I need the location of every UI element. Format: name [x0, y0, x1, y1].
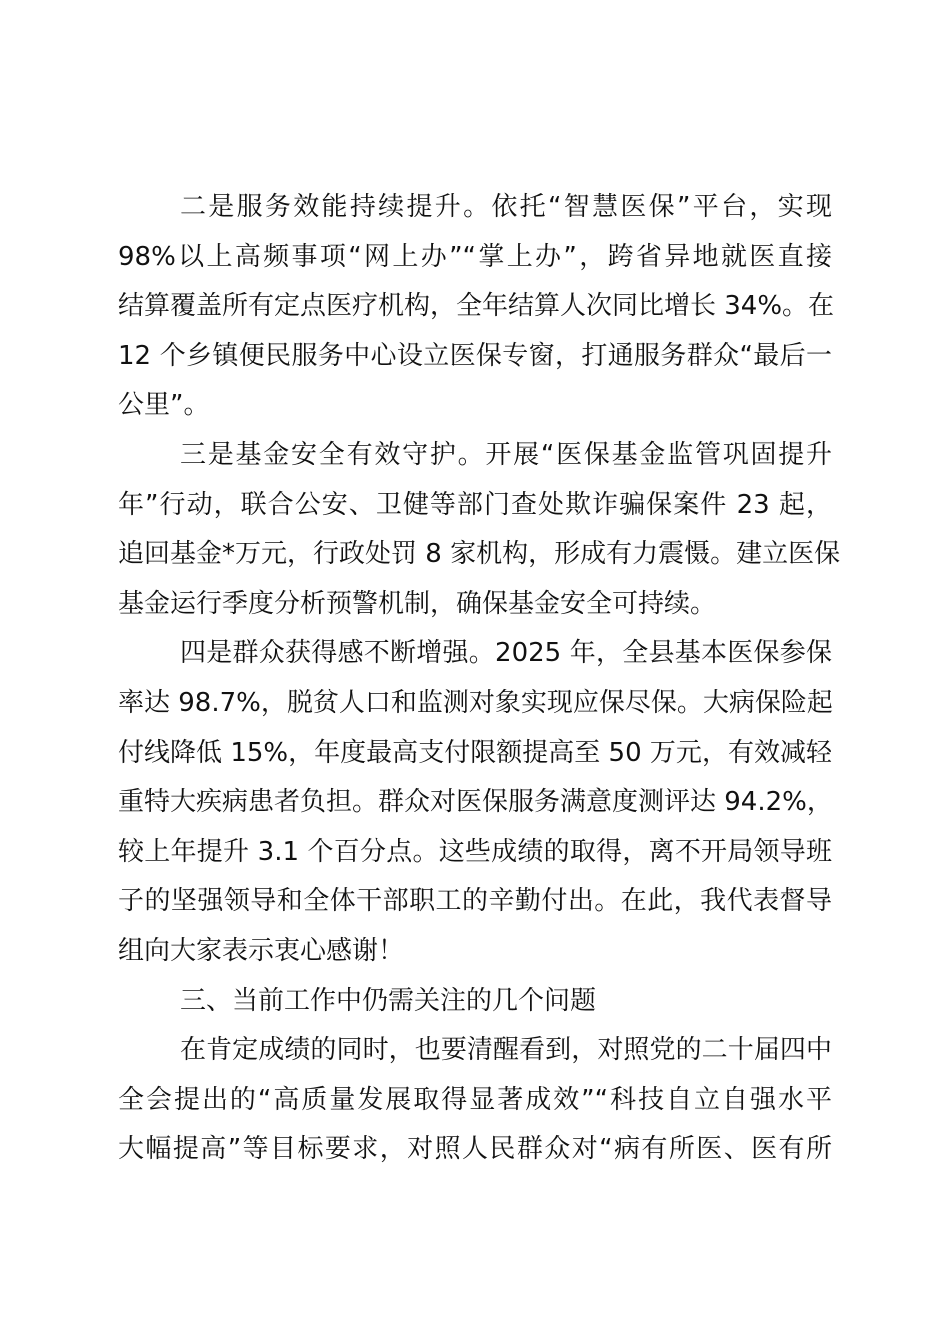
text-line: 基金运行季度分析预警机制，确保基金安全可持续。: [118, 588, 717, 619]
text-line: 结算覆盖所有定点医疗机构，全年结算人次同比增长 34%。在: [118, 291, 835, 322]
text-line: 付线降低 15%，年度最高支付限额提高至 50 万元，有效减轻: [118, 737, 832, 768]
text-line: 三是基金安全有效守护。开展“医保基金监管巩固提升: [180, 439, 832, 470]
text-line: 四是群众获得感不断增强。2025 年，全县基本医保参保: [180, 638, 832, 669]
text-line: 追回基金*万元，行政处罚 8 家机构，形成有力震慑。建立医保: [118, 539, 841, 570]
text-line: 在肯定成绩的同时，也要清醒看到，对照党的二十届四中: [180, 1035, 832, 1066]
document-body: [118, 183, 841, 1175]
paragraph: [118, 629, 832, 976]
paragraph: [118, 431, 841, 629]
text-line: 较上年提升 3.1 个百分点。这些成绩的取得，离不开局领导班: [118, 836, 832, 867]
paragraph: [118, 1026, 832, 1175]
text-line: 公里”。: [118, 390, 210, 421]
text-line: 98%以上高频事项“网上办”“掌上办”，跨省异地就医直接: [118, 241, 832, 272]
text-line: 重特大疾病患者负担。群众对医保服务满意度测评达 94.2%，: [118, 787, 833, 818]
section-heading: [118, 977, 832, 1027]
text-line: 组向大家表示衷心感谢！: [118, 935, 405, 966]
text-line: 12 个乡镇便民服务中心设立医保专窗，打通服务群众“最后一: [118, 340, 832, 371]
text-line: 子的坚强领导和全体干部职工的辛勤付出。在此，我代表督导: [118, 886, 832, 917]
text-line: 三、当前工作中仍需关注的几个问题: [180, 985, 597, 1016]
text-line: 全会提出的“高质量发展取得显著成效”“科技自立自强水平: [118, 1084, 832, 1115]
text-line: 年”行动，联合公安、卫健等部门查处欺诈骗保案件 23 起，: [118, 489, 832, 520]
text-line: 率达 98.7%，脱贫人口和监测对象实现应保尽保。大病保险起: [118, 687, 833, 718]
text-line: 二是服务效能持续提升。依托“智慧医保”平台，实现: [180, 192, 832, 222]
paragraph: [118, 183, 835, 431]
text-line: 大幅提高”等目标要求，对照人民群众对“病有所医、医有所: [118, 1134, 832, 1165]
